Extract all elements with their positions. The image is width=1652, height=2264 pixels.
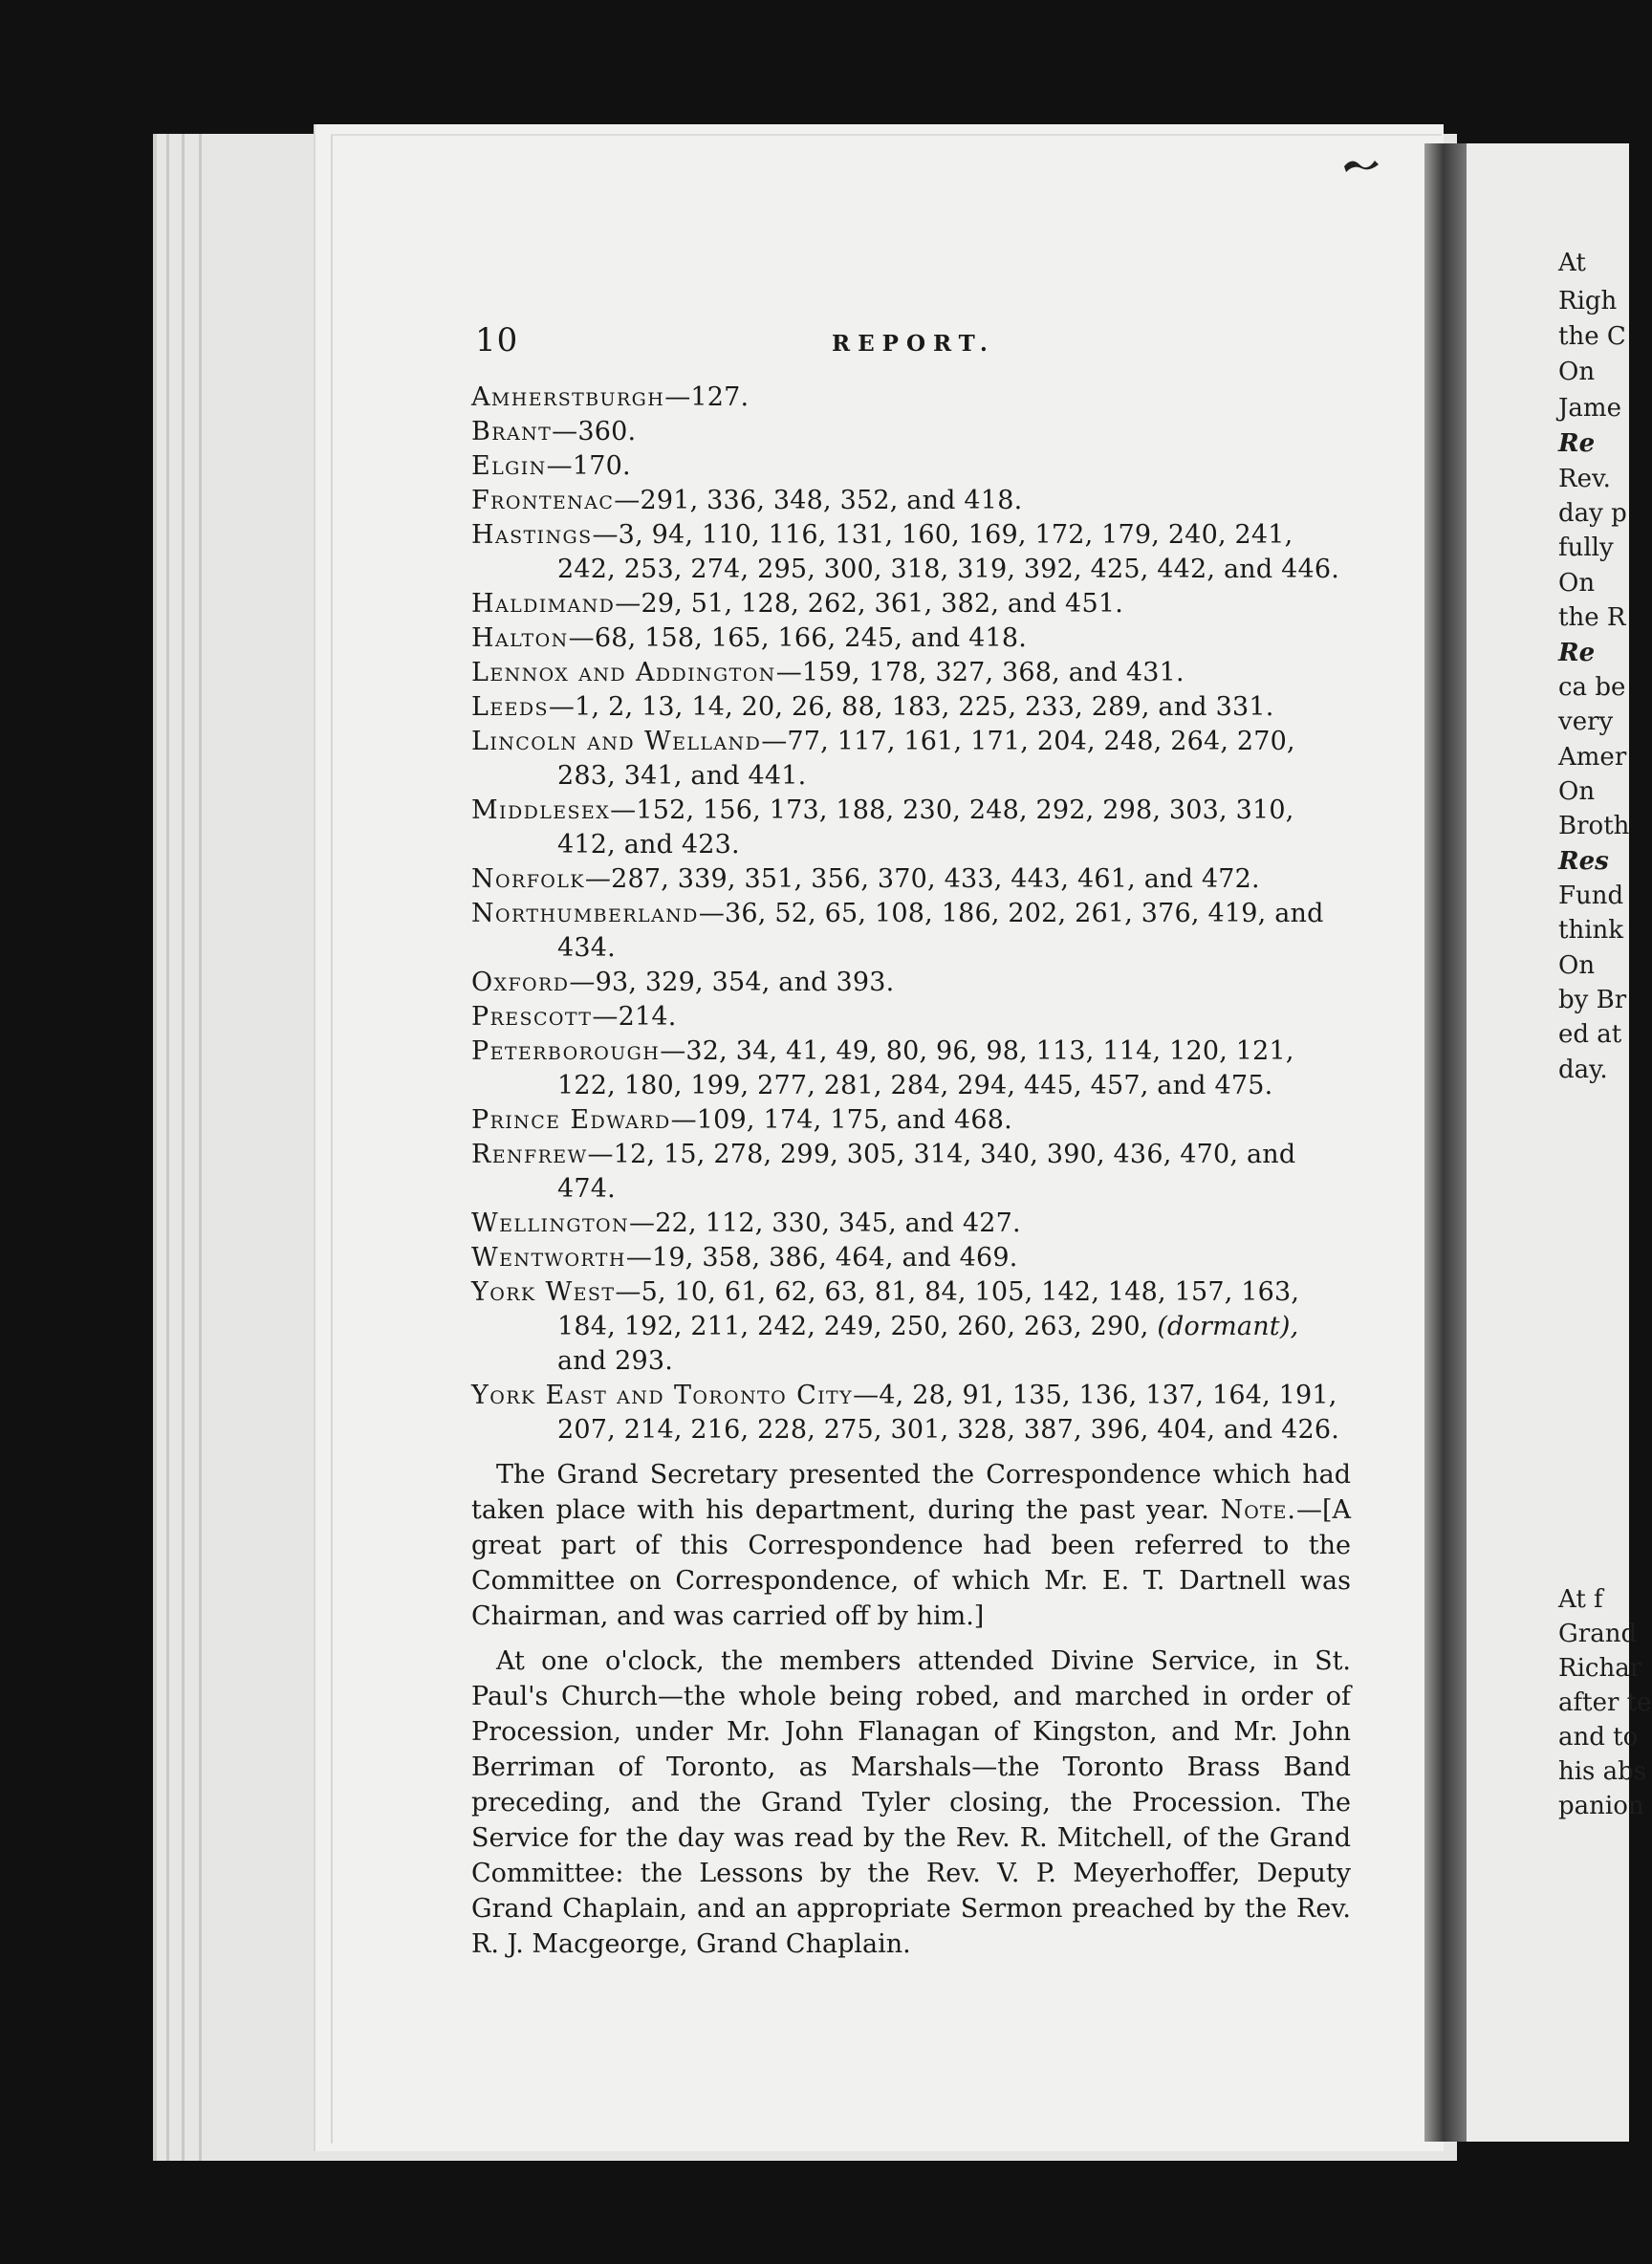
facing-page-text-fragment: On: [1558, 951, 1596, 980]
list-item: [471, 621, 1351, 656]
lodge-numbers: —19, 358, 386, 464, and 469.: [625, 1243, 1018, 1273]
lodge-numbers: —360.: [552, 417, 637, 446]
list-item: [471, 415, 1351, 449]
page-edge: [166, 134, 169, 2161]
page-edge: [199, 134, 202, 2161]
list-item: [471, 1138, 1351, 1207]
place-name: York East and Toronto City: [471, 1381, 854, 1410]
place-name: Prescott: [471, 1002, 593, 1032]
dormant-note: (dormant),: [1157, 1312, 1299, 1341]
lodge-list: [471, 381, 1351, 1448]
list-item: [471, 1275, 1351, 1379]
place-name: Amherstburgh: [471, 382, 665, 412]
place-name: Halton: [471, 623, 569, 653]
facing-page-text-fragment: panion: [1558, 1792, 1644, 1820]
facing-page-text-fragment: Righ: [1558, 287, 1618, 316]
place-name: Middlesex: [471, 795, 611, 825]
lodge-numbers: —109, 174, 175, and 468.: [670, 1105, 1012, 1135]
facing-page-text-fragment: fully: [1558, 533, 1614, 562]
book-gutter: [1424, 143, 1467, 2142]
list-item: [471, 690, 1351, 725]
facing-page-text-fragment: Re: [1558, 639, 1596, 667]
list-item: [471, 897, 1351, 966]
facing-page-text-fragment: At: [1558, 249, 1586, 277]
note-label: Note.: [1220, 1495, 1296, 1525]
list-item: [471, 1241, 1351, 1275]
list-item: [471, 1207, 1351, 1241]
lodge-numbers: —93, 329, 354, and 393.: [569, 968, 895, 997]
paragraph-text: —[A great part of this Correspondence had been referred to the Committee on Correspondence, of which Mr. E. T. Dartnell was Chairman, and was carried off by him.]: [471, 1495, 1351, 1631]
lodge-numbers: —291, 336, 348, 352, and 418.: [614, 486, 1023, 515]
facing-page-text-fragment: after te: [1558, 1688, 1652, 1717]
place-name: Leeds: [471, 692, 549, 722]
list-item: [471, 794, 1351, 862]
facing-page-text-fragment: On: [1558, 358, 1596, 386]
paragraph-divine-service: At one o'clock, the members attended Divine Service, in St. Paul's Church—the whole being robed, and marched in order of Procession, under Mr. John Flanagan of Kingston, and Mr. John Berriman of Toronto, as Marshals—the Toronto Brass Band preceding, and the Grand Tyler closing, the Procession. The Service for the day was read by the Rev. R. Mitchell, of the Grand Committee: the Lessons by the Rev. V. P. Meyerhoffer, Deputy Grand Chaplain, and an appropriate Sermon preached by the Rev. R. J. Macgeorge, Grand Chaplain.: [471, 1646, 1351, 1959]
list-item: [471, 656, 1351, 690]
list-item: [471, 966, 1351, 1000]
lodge-numbers: —4, 28, 91, 135, 136, 137, 164, 191, 207, 214, 216, 228, 275, 301, 328, 387, 396, 404, and 426.: [557, 1381, 1340, 1445]
list-item: [471, 449, 1351, 484]
place-name: Lennox and Addington: [471, 658, 776, 687]
facing-page-text-fragment: Broth: [1558, 812, 1630, 840]
facing-page-text-fragment: Re: [1558, 429, 1596, 458]
facing-page-text-fragment: his abs: [1558, 1757, 1647, 1786]
place-name: Wentworth: [471, 1243, 626, 1273]
page-number: 10: [475, 321, 519, 359]
facing-page-text-fragment: day p: [1558, 499, 1627, 528]
place-name: Peterborough: [471, 1036, 661, 1066]
lodge-numbers: —127.: [664, 382, 750, 412]
lodge-numbers: —170.: [546, 451, 631, 481]
list-item: [471, 1034, 1351, 1103]
facing-page-text-fragment: On: [1558, 569, 1596, 598]
lodge-numbers: —36, 52, 65, 108, 186, 202, 261, 376, 419, and 434.: [557, 899, 1324, 963]
place-name: Elgin: [471, 451, 547, 481]
facing-page-text-fragment: very: [1558, 708, 1614, 736]
facing-page-text-fragment: and to: [1558, 1723, 1639, 1752]
facing-page-text-fragment: Res: [1558, 847, 1609, 876]
paragraph-correspondence: [471, 1457, 1351, 1634]
list-item: [471, 725, 1351, 794]
page-body: [471, 381, 1351, 1962]
list-item: [471, 381, 1351, 415]
paragraph-text: The Grand Secretary presented the Correspondence which had taken place with his department, during the past year.: [471, 1460, 1351, 1525]
place-name: York West: [471, 1277, 616, 1307]
lodge-numbers-tail: and 293.: [557, 1346, 674, 1376]
place-name: Oxford: [471, 968, 570, 997]
place-name: Haldimand: [471, 589, 616, 619]
ink-mark-icon: [1342, 153, 1380, 176]
place-name: Frontenac: [471, 486, 615, 515]
facing-page-text-fragment: On: [1558, 777, 1596, 806]
facing-page-text-fragment: ed at: [1558, 1020, 1622, 1049]
running-head: REPORT.: [832, 331, 995, 357]
lodge-numbers: —1, 2, 13, 14, 20, 26, 88, 183, 225, 233, 289, and 331.: [548, 692, 1274, 722]
facing-page-text-fragment: Rev.: [1558, 465, 1611, 493]
list-item: [471, 1103, 1351, 1138]
lodge-numbers: —32, 34, 41, 49, 80, 96, 98, 113, 114, 120, 121, 122, 180, 199, 277, 281, 284, 294, 445, 457, and 475.: [557, 1036, 1294, 1100]
facing-page-text-fragment: Grand: [1558, 1620, 1638, 1648]
list-item: [471, 587, 1351, 621]
facing-page-text-fragment: Amer: [1558, 743, 1627, 772]
list-item: [471, 484, 1351, 518]
right-page: [1467, 143, 1652, 2142]
facing-page-text-fragment: Richar: [1558, 1654, 1642, 1683]
lodge-numbers: —152, 156, 173, 188, 230, 248, 292, 298, 303, 310, 412, and 423.: [557, 795, 1294, 860]
list-item: [471, 1379, 1351, 1448]
facing-page-text-fragment: ca be: [1558, 673, 1626, 702]
facing-page-text-fragment: the R: [1558, 603, 1626, 632]
list-item: [471, 1000, 1351, 1034]
facing-page-text-fragment: by Br: [1558, 986, 1627, 1014]
lodge-numbers: —159, 178, 327, 368, and 431.: [775, 658, 1185, 687]
place-name: Hastings: [471, 520, 593, 550]
facing-page-text-fragment: At f: [1558, 1585, 1603, 1614]
place-name: Northumberland: [471, 899, 699, 928]
lodge-numbers: —29, 51, 128, 262, 361, 382, and 451.: [615, 589, 1123, 619]
lodge-numbers: —214.: [592, 1002, 677, 1032]
lodge-numbers: —5, 10, 61, 62, 63, 81, 84, 105, 142, 148, 157, 163, 184, 192, 211, 242, 249, 250, 260, 263, 290,: [557, 1277, 1300, 1341]
page-edge: [182, 134, 185, 2161]
lodge-numbers: —68, 158, 165, 166, 245, and 418.: [568, 623, 1028, 653]
lodge-numbers: —22, 112, 330, 345, and 427.: [629, 1208, 1021, 1238]
facing-page-text-fragment: Fund: [1558, 882, 1624, 910]
facing-page-text-fragment: think: [1558, 916, 1624, 945]
place-name: Norfolk: [471, 864, 585, 894]
facing-page-text-fragment: Jame: [1558, 394, 1621, 423]
lodge-numbers: —3, 94, 110, 116, 131, 160, 169, 172, 179, 240, 241, 242, 253, 274, 295, 300, 318, 319, 392, 425, 442, and 446.: [557, 520, 1340, 584]
lodge-numbers: —12, 15, 278, 299, 305, 314, 340, 390, 436, 470, and 474.: [557, 1140, 1296, 1204]
lodge-numbers: —287, 339, 351, 356, 370, 433, 443, 461, and 472.: [584, 864, 1260, 894]
facing-page-text-fragment: day.: [1558, 1056, 1608, 1084]
list-item: [471, 518, 1351, 587]
lodge-numbers: —77, 117, 161, 171, 204, 248, 264, 270, 283, 341, and 441.: [557, 727, 1295, 791]
place-name: Renfrew: [471, 1140, 588, 1169]
facing-page-text-fragment: the C: [1558, 322, 1626, 351]
list-item: [471, 862, 1351, 897]
place-name: Prince Edward: [471, 1105, 671, 1135]
place-name: Wellington: [471, 1208, 630, 1238]
place-name: Lincoln and Welland: [471, 727, 762, 756]
place-name: Brant: [471, 417, 553, 446]
